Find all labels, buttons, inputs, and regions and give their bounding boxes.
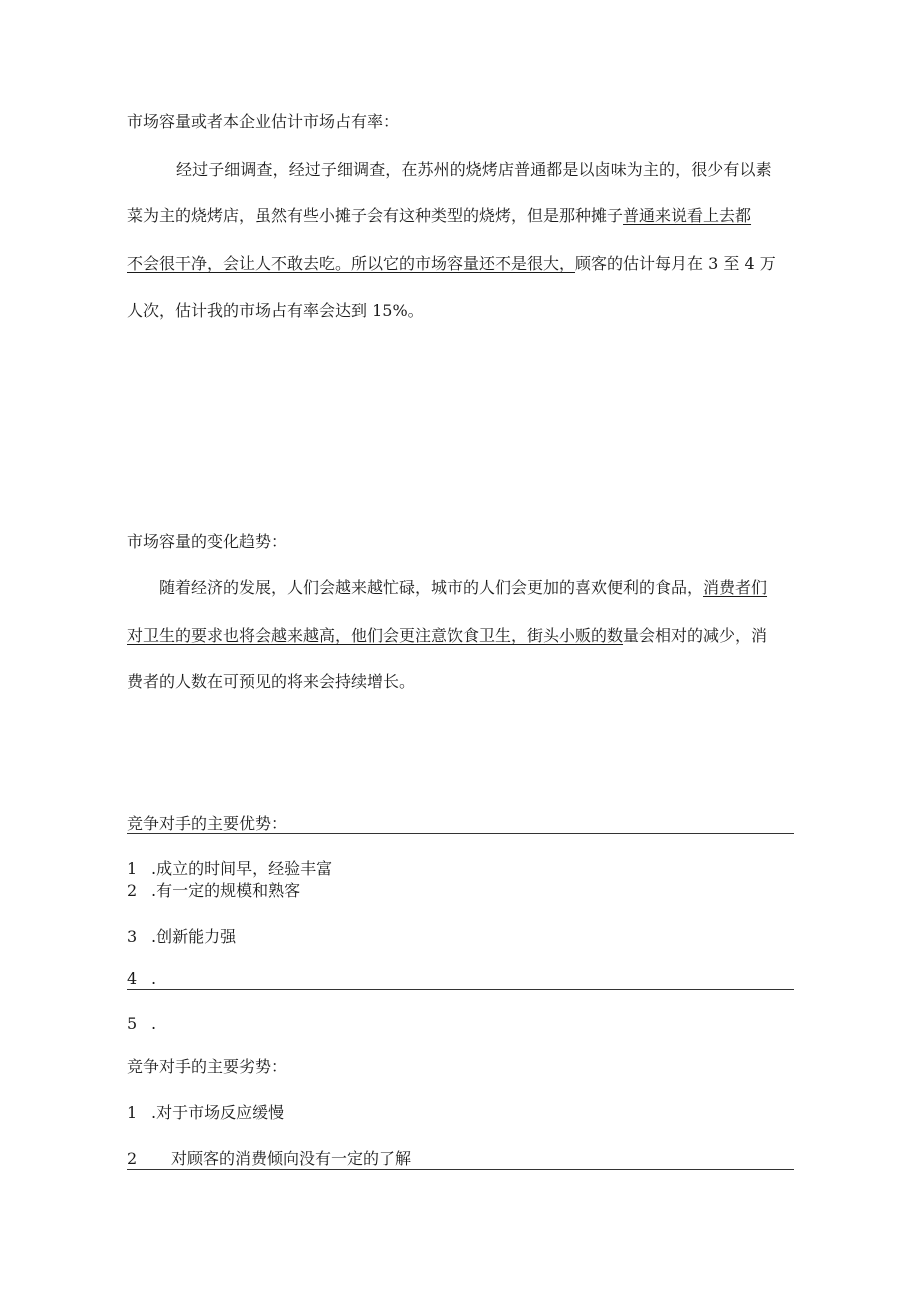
text-run: 菜为主的烧烤店，虽然有些小摊子会有这种类型的烧烤，但是那种摊子 xyxy=(127,206,624,225)
paragraph-line: 费者的人数在可预见的将来会持续增长。 xyxy=(127,672,416,691)
list-number: 5 xyxy=(127,1014,138,1033)
underlined-text: 消费者们 xyxy=(703,578,768,597)
paragraph-line: 经过子细调查，经过子细调查，在苏州的烧烤店普通都是以卤味为主的，很少有以素 xyxy=(176,160,772,179)
list-number: 2 xyxy=(127,1149,138,1168)
horizontal-rule xyxy=(127,1169,794,1170)
horizontal-rule xyxy=(127,989,794,990)
text-run: 随着经济的发展，人们会越来越忙碌，城市的人们会更加的喜欢便利的食品， xyxy=(159,578,704,597)
paragraph-line xyxy=(127,206,751,226)
list-item xyxy=(127,927,236,947)
paragraph-line xyxy=(127,254,776,274)
list-item xyxy=(127,969,156,989)
paragraph-line xyxy=(127,626,767,646)
paragraph-line: 人次，估计我的市场占有率会达到 15%。 xyxy=(127,301,424,320)
section-heading-strengths: 竞争对手的主要优势： xyxy=(127,814,288,833)
list-text: .成立的时间早，经验丰富 xyxy=(151,859,333,878)
list-number: 1 xyxy=(127,859,138,878)
paragraph-line xyxy=(159,578,767,598)
list-item xyxy=(127,1149,411,1169)
underlined-text: 对卫生的要求也将会越来越高，他们会更注意饮食卫生，街头小贩的数 xyxy=(127,626,624,645)
list-number: 1 xyxy=(127,1103,138,1122)
section-heading-weaknesses: 竞争对手的主要劣势： xyxy=(127,1057,288,1076)
text-run: 量会相对的减少，消 xyxy=(623,626,768,645)
list-item xyxy=(127,1014,156,1034)
list-text: . xyxy=(151,1014,157,1033)
list-number: 3 xyxy=(127,927,138,946)
underlined-text: 不会很干净，会让人不敢去吃。所以它的市场容量还不是很大， xyxy=(127,254,576,273)
list-item xyxy=(127,881,300,901)
list-item xyxy=(127,859,332,879)
section-heading-trend: 市场容量的变化趋势： xyxy=(127,532,288,551)
section-heading-market-share: 市场容量或者本企业估计市场占有率： xyxy=(127,112,400,131)
text-run: 顾客的估计每月在 3 至 4 万 xyxy=(575,254,776,273)
list-text: .对于市场反应缓慢 xyxy=(151,1103,285,1122)
list-text: .有一定的规模和熟客 xyxy=(151,881,301,900)
list-text: .创新能力强 xyxy=(151,927,237,946)
list-number: 4 xyxy=(127,969,138,988)
underlined-text: 普通来说看上去都 xyxy=(623,206,752,225)
list-text: 对顾客的消费倾向没有一定的了解 xyxy=(171,1149,412,1168)
list-text: . xyxy=(151,969,157,988)
list-number: 2 xyxy=(127,881,138,900)
list-item xyxy=(127,1103,284,1123)
horizontal-rule xyxy=(127,833,794,834)
